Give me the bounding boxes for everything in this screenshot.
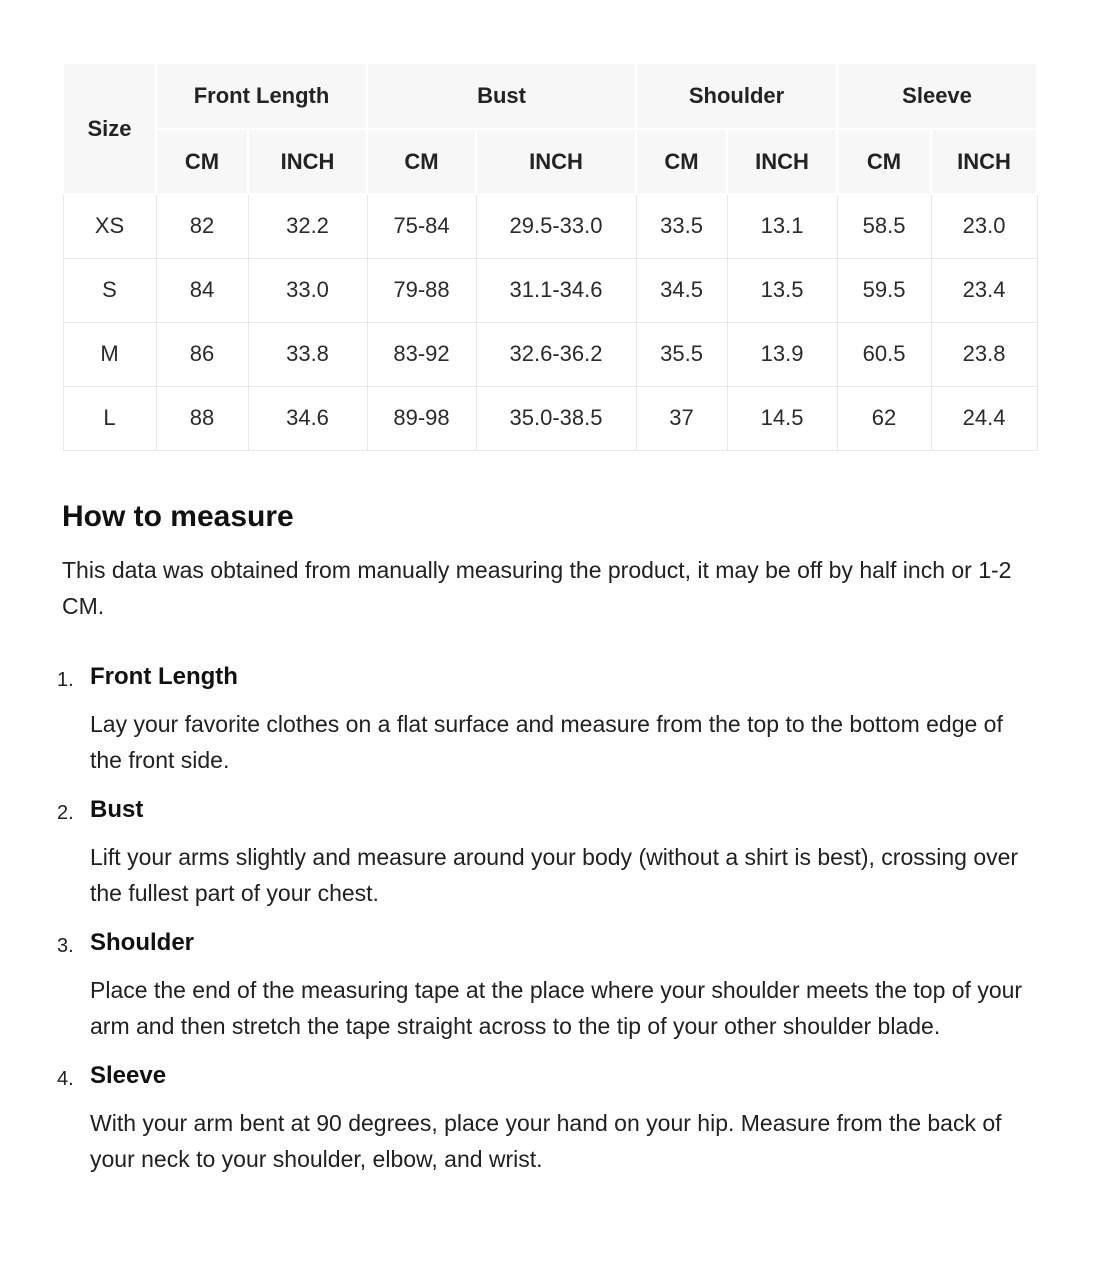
- value-cell: 34.5: [636, 258, 727, 322]
- value-cell: 33.8: [248, 322, 367, 386]
- value-cell: 79-88: [367, 258, 476, 322]
- list-item-title: Front Length: [90, 662, 238, 690]
- table-row-xs: [63, 194, 1037, 258]
- value-cell: 60.5: [837, 322, 931, 386]
- unit-header-sleeve-inch: INCH: [931, 129, 1037, 194]
- list-item-description: With your arm bent at 90 degrees, place your hand on your hip. Measure from the back of your neck to your shoulder, elbow, and wrist.: [90, 1109, 1002, 1172]
- value-cell: 83-92: [367, 322, 476, 386]
- value-cell: 14.5: [727, 386, 837, 450]
- value-cell: 33.0: [248, 258, 367, 322]
- value-cell: 82: [156, 194, 248, 258]
- unit-header-shoulder-cm: CM: [636, 129, 727, 194]
- value-cell: 24.4: [931, 386, 1037, 450]
- value-cell: 58.5: [837, 194, 931, 258]
- list-item-shoulder: [57, 925, 1036, 1045]
- measure-disclaimer-text: This data was obtained from manually measuring the product, it may be off by half inch or 1-2 CM.: [62, 556, 1012, 619]
- unit-header-bust-cm: CM: [367, 129, 476, 194]
- value-cell: 29.5-33.0: [476, 194, 636, 258]
- value-cell: 84: [156, 258, 248, 322]
- value-cell: 13.9: [727, 322, 837, 386]
- value-cell: 89-98: [367, 386, 476, 450]
- unit-header-bust-inch: INCH: [476, 129, 636, 194]
- how-to-measure-title: How to measure: [62, 499, 294, 533]
- value-cell: 32.2: [248, 194, 367, 258]
- value-cell: 35.0-38.5: [476, 386, 636, 450]
- table-group-header-row: [63, 63, 1037, 129]
- value-cell: 86: [156, 322, 248, 386]
- group-header-shoulder: Shoulder: [636, 63, 837, 129]
- list-item-bust: [57, 792, 1036, 912]
- list-item-title: Bust: [90, 795, 144, 823]
- list-item-sleeve: [57, 1058, 1036, 1178]
- value-cell: 35.5: [636, 322, 727, 386]
- value-cell: 31.1-34.6: [476, 258, 636, 322]
- value-cell: 34.6: [248, 386, 367, 450]
- list-item-number: 2.: [57, 801, 74, 824]
- size-cell: S: [63, 258, 156, 322]
- value-cell: 23.4: [931, 258, 1037, 322]
- value-cell: 23.8: [931, 322, 1037, 386]
- table-row-l: [63, 386, 1037, 450]
- size-chart-table: [62, 62, 1038, 451]
- value-cell: 88: [156, 386, 248, 450]
- list-item-title: Shoulder: [90, 928, 195, 956]
- value-cell: 75-84: [367, 194, 476, 258]
- value-cell: 62: [837, 386, 931, 450]
- group-header-bust: Bust: [367, 63, 636, 129]
- list-item-description: Lift your arms slightly and measure around your body (without a shirt is best), crossing over the fullest part of your chest.: [90, 843, 1019, 906]
- list-item-number: 4.: [57, 1067, 74, 1090]
- value-cell: 33.5: [636, 194, 727, 258]
- value-cell: 32.6-36.2: [476, 322, 636, 386]
- table-row-m: [63, 322, 1037, 386]
- size-cell: XS: [63, 194, 156, 258]
- unit-header-shoulder-inch: INCH: [727, 129, 837, 194]
- value-cell: 13.1: [727, 194, 837, 258]
- value-cell: 59.5: [837, 258, 931, 322]
- table-row-s: [63, 258, 1037, 322]
- size-cell: L: [63, 386, 156, 450]
- measure-steps-list: [57, 659, 1036, 1178]
- value-cell: 37: [636, 386, 727, 450]
- list-item-front-length: [57, 659, 1036, 779]
- list-item-title: Sleeve: [90, 1061, 167, 1089]
- group-header-sleeve: Sleeve: [837, 63, 1037, 129]
- list-item-number: 3.: [57, 934, 74, 957]
- list-item-description: Lay your favorite clothes on a flat surface and measure from the top to the bottom edge of the front side.: [90, 710, 1003, 773]
- value-cell: 13.5: [727, 258, 837, 322]
- size-column-header: Size: [63, 63, 156, 194]
- value-cell: 23.0: [931, 194, 1037, 258]
- group-header-front-length: Front Length: [156, 63, 367, 129]
- unit-header-sleeve-cm: CM: [837, 129, 931, 194]
- table-unit-header-row: [63, 129, 1037, 194]
- list-item-number: 1.: [57, 668, 74, 691]
- unit-header-front-length-inch: INCH: [248, 129, 367, 194]
- list-item-description: Place the end of the measuring tape at the place where your shoulder meets the top of your arm and then stretch the tape straight across to the tip of your other shoulder blade.: [90, 976, 1023, 1039]
- unit-header-front-length-cm: CM: [156, 129, 248, 194]
- size-cell: M: [63, 322, 156, 386]
